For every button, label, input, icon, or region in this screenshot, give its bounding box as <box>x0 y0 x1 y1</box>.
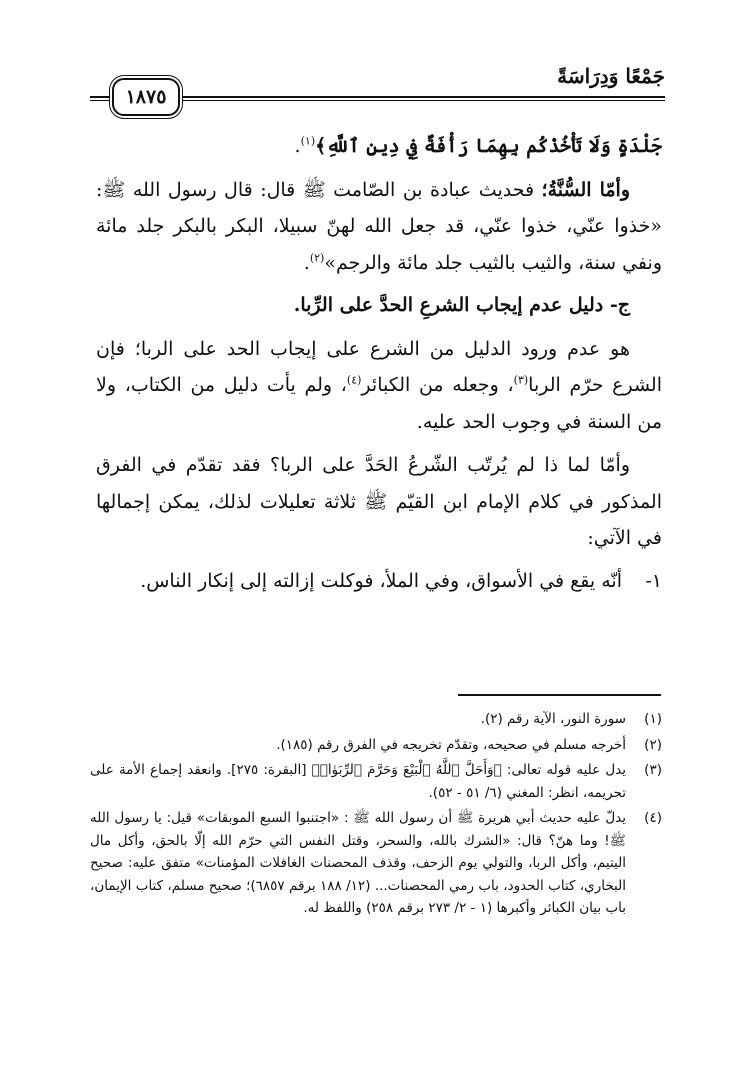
evidence-text-b: ، وجعله من الكبائر <box>361 374 514 396</box>
footnote-separator <box>458 694 661 696</box>
footnote <box>90 734 662 757</box>
footnote-number: (٣) <box>644 762 662 778</box>
footnote <box>90 807 662 920</box>
footnote-ref-1: (١) <box>300 134 316 148</box>
reasons-paragraph: وأمّا لما ذا لم يُرتّب الشّرعُ الحَدَّ على الربا؟ فقد تقدّم في الفرق المذكور في كلام الإمام ابن القيّم ﷺ ثلاثة تعليلات لذلك، يمكن إجمالها في الآتي: <box>96 454 662 549</box>
footnote-text: يدلّ عليه حديث أبي هريرة ﷺ أن رسول الله ﷺ : «اجتنبوا السبع الموبقات» قيل: يا رسول الله ﷺ! وما هنّ؟ قال: «الشرك بالله، والسحر، وقتل النفس التي حرّم الله إلّا بالحق، وأكل مال اليتيم، وأكل الربا، والتولي يوم الزحف، وقذف المحصنات الغافلات المؤمنات» متفق عليه: صحيح البخاري، كتاب الحدود، باب رمي المحصنات... (١٢/ ١٨٨ برقم ٦٨٥٧)؛ صحيح مسلم، كتاب الإيمان، باب بيان الكبائر وأكبرها (١ - ٢/ ٢٧٣ برقم ٢٥٨) واللفظ له. <box>90 810 626 916</box>
section-heading: ج- دليل عدم إيجاب الشرعِ الحدَّ على الرِّبا. <box>293 294 630 316</box>
footnote-number: (٤) <box>644 810 662 826</box>
footnote <box>90 759 662 804</box>
footnote-text: أخرجه مسلم في صحيحه، وتقدّم تخريجه في الفرق رقم (١٨٥). <box>276 736 626 753</box>
footnote-ref-3: (٣) <box>513 373 529 387</box>
sunnah-paragraph: وأمّا السُّنَّةُ؛ فحديث عبادة بن الصّامت ﷺ قال: قال رسول الله ﷺ: «خذوا عنّي، خذوا عنّي، قد جعل الله لهنّ سبيلا، البكر بالبكر جلد مائة ونفي سنة، والثيب بالثيب جلد مائة والرجم»$^{(٢)}$. <box>96 178 662 274</box>
sunnah-label: وأمّا السُّنَّةُ؛ <box>541 178 630 201</box>
footnote-text: يدل عليه قوله تعالى: ﴿وَأَحَلَّ ٱللَّهُ ٱلْبَيْعَ وَحَرَّمَ ٱلرِّبَوٰا۟﴾ [البقرة: ٢٧٥]. وانعقد إجماع الأمة على تحريمه، انظر: المغني (٦/ ٥١ - ٥٢). <box>90 762 626 801</box>
footnote-number: (١) <box>644 711 662 727</box>
footnote-ref-2: (٢) <box>309 251 325 265</box>
verse-text: جَلْدَةٍ وَلَا تَأْخُذْكُم بِهِمَا رَأْفَةٌ فِي دِينِ ٱللَّهِ﴾ <box>315 135 662 157</box>
footnote-ref-4: (٤) <box>346 373 362 387</box>
evidence-text-a: هو عدم ورود الدليل من الشرع على إيجاب الحد على الربا؛ فإن الشرع حرّم الربا <box>96 337 662 396</box>
footnotes <box>90 708 662 923</box>
evidence-paragraph <box>96 331 662 441</box>
running-title: جَمْعًا وَدِرَاسَةً <box>557 64 665 88</box>
list-number: ١- <box>645 569 662 592</box>
verse-continuation: جَلْدَةٍ وَلَا تَأْخُذْكُم بِهِمَا رَأْفَةٌ فِي دِينِ ٱللَّهِ﴾$^{(١)}$. <box>294 134 662 157</box>
sunnah-text: فحديث عبادة بن الصّامت ﷺ قال: قال رسول الله ﷺ: «خذوا عنّي، خذوا عنّي، قد جعل الله لهنّ سبيلا، البكر بالبكر جلد مائة ونفي سنة، والثيب بالثيب جلد مائة والرجم» <box>96 178 662 274</box>
main-text <box>96 128 662 599</box>
footnote <box>90 708 662 731</box>
evidence-text-c: ، ولم يأت دليل من الكتاب، ولا من السنة في وجوب الحد عليه. <box>96 374 662 433</box>
list-item <box>96 563 662 600</box>
footnote-number: (٢) <box>644 736 662 753</box>
page-number: ١٨٧٥ <box>112 78 180 116</box>
list-text: أنّه يقع في الأسواق، وفي الملأ، فوكلت إزالته إلى إنكار الناس. <box>140 569 622 592</box>
page-header <box>90 64 665 114</box>
footnote-text: سورة النور، الآية رقم (٢). <box>480 711 626 727</box>
